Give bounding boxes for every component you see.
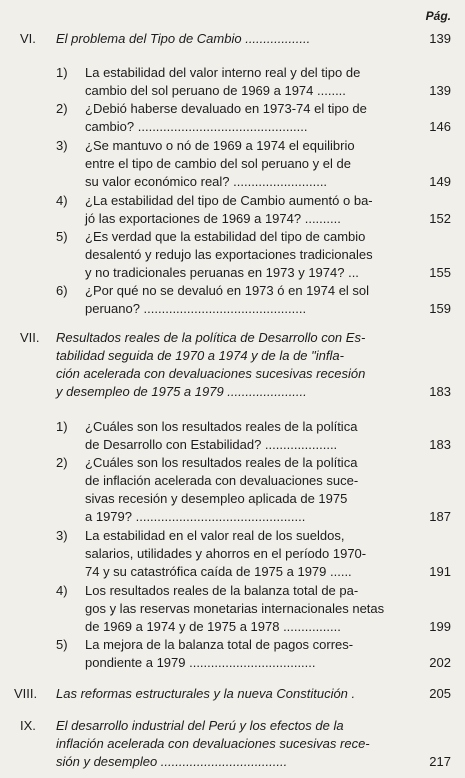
item-line: ¿Es verdad que la estabilidad del tipo de cambio: [85, 229, 366, 244]
item-line: La estabilidad en el valor real de los sueldos,: [85, 528, 345, 543]
item-number: 5): [56, 229, 68, 244]
item-page-number: 199: [429, 619, 451, 634]
item-line: a 1979? ...............................................: [85, 509, 306, 524]
item-number: 2): [56, 101, 68, 116]
item-line: ¿Por qué no se devaluó en 1973 ó en 1974 el sol: [85, 283, 370, 298]
item-line: entre el tipo de cambio del sol peruano y el de: [85, 156, 351, 171]
item-number: 4): [56, 583, 68, 598]
item-line: La mejora de la balanza total de pagos corres-: [85, 637, 354, 652]
item-page-number: 187: [429, 509, 451, 524]
item-line: ¿Cuáles son los resultados reales de la política: [85, 455, 358, 470]
item-line: de Desarrollo con Estabilidad? ....................: [85, 437, 338, 452]
item-number: 3): [56, 138, 68, 153]
item-line: ¿Cuáles son los resultados reales de la política: [85, 419, 358, 434]
item-line: su valor económico real? ..........................: [85, 174, 328, 189]
item-line: ¿La estabilidad del tipo de Cambio aumentó o ba-: [85, 193, 373, 208]
item-line: Los resultados reales de la balanza total de pa-: [85, 583, 359, 598]
section-number: VI.: [20, 31, 36, 46]
page-column-header: Pág.: [425, 9, 451, 23]
section-page-number: 183: [429, 384, 451, 399]
section-page-number: 217: [429, 754, 451, 769]
section-page-number: 139: [429, 31, 451, 46]
section-title-line: ción acelerada con devaluaciones sucesivas recesión: [56, 366, 366, 381]
item-line: salarios, utilidades y ahorros en el período 1970-: [85, 546, 367, 561]
section-title-line: tabilidad seguida de 1970 a 1974 y de la de "infla-: [56, 348, 344, 363]
item-page-number: 159: [429, 301, 451, 316]
item-line: y no tradicionales peruanas en 1973 y 1974? ...: [85, 265, 359, 280]
section-title-line: Resultados reales de la política de Desarrollo con Es-: [56, 330, 366, 345]
item-line: de inflación acelerada con devaluaciones suce-: [85, 473, 359, 488]
item-line: jó las exportaciones de 1969 a 1974? ..........: [85, 211, 341, 226]
section-number: VII.: [20, 330, 40, 345]
section-title-line: sión y desempleo ...................................: [56, 754, 288, 769]
section-number: IX.: [20, 718, 36, 733]
section-page-number: 205: [429, 686, 451, 701]
item-line: La estabilidad del valor interno real y del tipo de: [85, 65, 361, 80]
item-number: 3): [56, 528, 68, 543]
item-line: de 1969 a 1974 y de 1975 a 1978 ................: [85, 619, 341, 634]
section-title-line: El problema del Tipo de Cambio ..................: [56, 31, 311, 46]
item-number: 1): [56, 419, 68, 434]
item-number: 4): [56, 193, 68, 208]
item-line: desalentó y redujo las exportaciones tradicionales: [85, 247, 373, 262]
item-page-number: 183: [429, 437, 451, 452]
item-line: sivas recesión y desempleo aplicada de 1975: [85, 491, 348, 506]
item-number: 1): [56, 65, 68, 80]
section-title-line: Las reformas estructurales y la nueva Constitución .: [56, 686, 356, 701]
item-page-number: 191: [429, 564, 451, 579]
item-page-number: 146: [429, 119, 451, 134]
item-line: ¿Debió haberse devaluado en 1973-74 el tipo de: [85, 101, 367, 116]
section-title-line: y desempleo de 1975 a 1979 ......................: [56, 384, 307, 399]
item-page-number: 155: [429, 265, 451, 280]
item-line: gos y las reservas monetarias internacionales netas: [85, 601, 385, 616]
section-title-line: inflación acelerada con devaluaciones sucesivas rece-: [56, 736, 370, 751]
item-line: 74 y su catastrófica caída de 1975 a 1979 ......: [85, 564, 352, 579]
item-page-number: 139: [429, 83, 451, 98]
section-number: VIII.: [14, 686, 38, 701]
item-page-number: 202: [429, 655, 451, 670]
section-title-line: El desarrollo industrial del Perú y los efectos de la: [56, 718, 344, 733]
item-line: pondiente a 1979 ...................................: [85, 655, 316, 670]
item-line: cambio del sol peruano de 1969 a 1974 ........: [85, 83, 346, 98]
item-number: 5): [56, 637, 68, 652]
item-line: ¿Se mantuvo o nó de 1969 a 1974 el equilibrio: [85, 138, 355, 153]
item-page-number: 149: [429, 174, 451, 189]
item-line: peruano? .............................................: [85, 301, 307, 316]
item-page-number: 152: [429, 211, 451, 226]
item-number: 2): [56, 455, 68, 470]
item-line: cambio? ...............................................: [85, 119, 308, 134]
item-number: 6): [56, 283, 68, 298]
